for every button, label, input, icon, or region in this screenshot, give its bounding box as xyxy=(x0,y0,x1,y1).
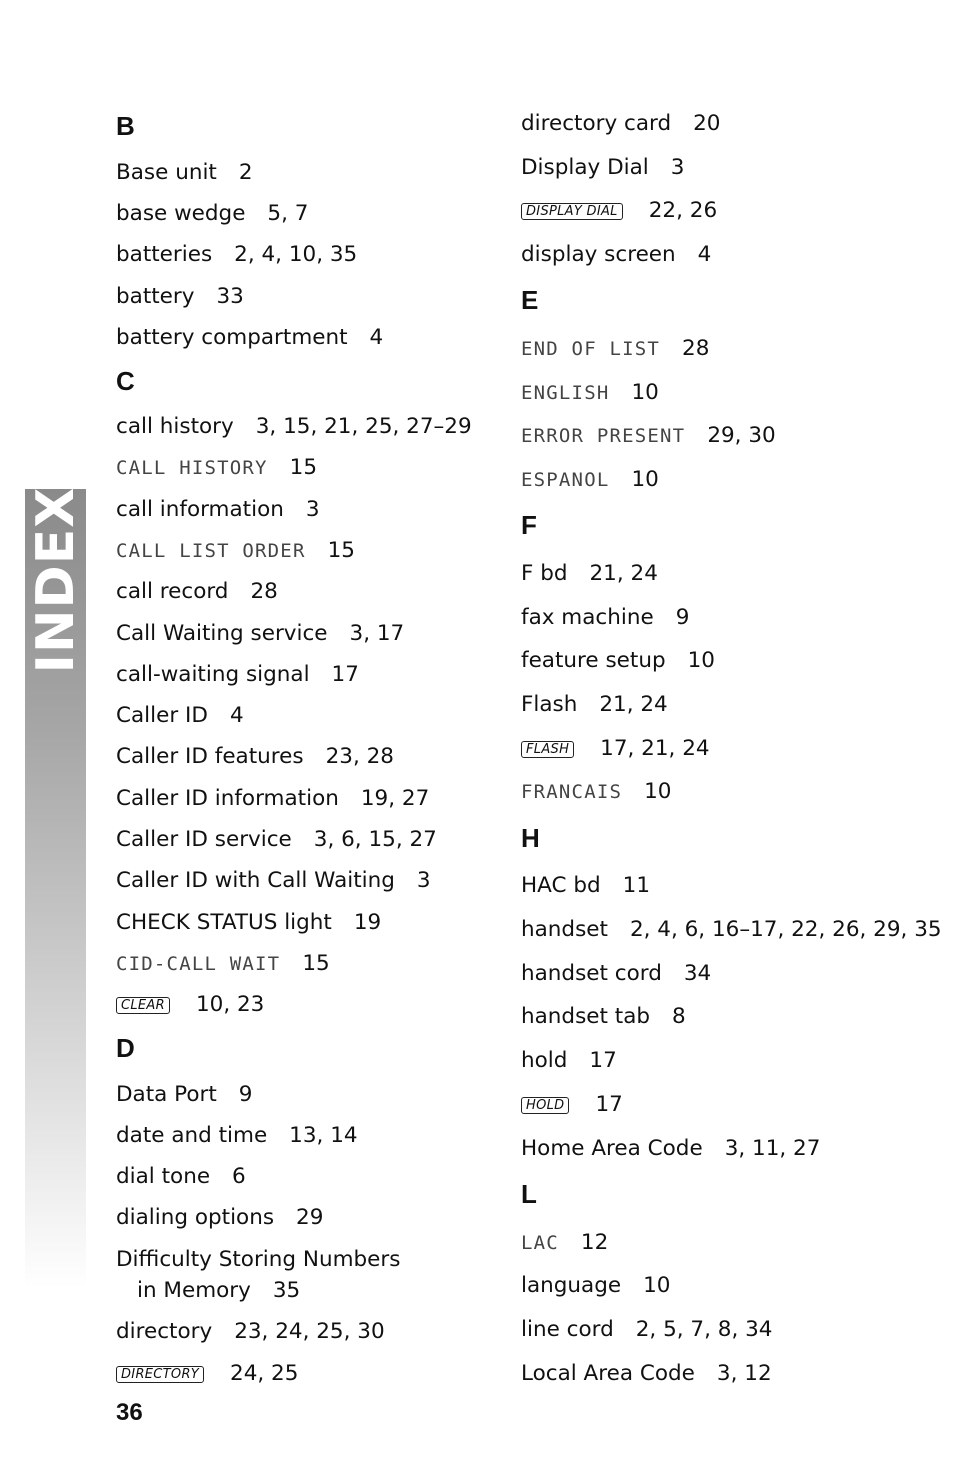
entry-pages: 4 xyxy=(229,703,244,728)
entry-term: CHECK STATUS light xyxy=(116,910,332,935)
index-entry xyxy=(116,538,355,564)
index-entry xyxy=(116,1164,246,1190)
entry-pages: 4 xyxy=(697,242,712,267)
entry-pages: 29 xyxy=(296,1205,324,1230)
display-text-term: ENGLISH xyxy=(521,382,610,404)
entry-pages: 33 xyxy=(216,284,244,309)
index-entry xyxy=(116,1123,358,1149)
entry-pages: 29, 30 xyxy=(707,423,776,448)
index-entry xyxy=(116,744,394,770)
index-entry xyxy=(521,336,709,362)
entry-pages: 21, 24 xyxy=(589,561,658,586)
entry-pages: 8 xyxy=(672,1004,686,1029)
entry-term: fax machine xyxy=(521,605,654,630)
index-entry xyxy=(116,1082,252,1108)
index-entry xyxy=(521,736,710,762)
entry-pages: 2 xyxy=(238,160,253,185)
section-letter-h: H xyxy=(521,823,540,853)
index-entry xyxy=(116,951,330,977)
entry-pages: 10 xyxy=(643,1273,671,1298)
index-entry xyxy=(116,201,308,227)
index-entry xyxy=(521,467,659,493)
entry-term: battery compartment xyxy=(116,325,348,350)
entry-term: Data Port xyxy=(116,1082,217,1107)
index-entry xyxy=(521,380,659,406)
entry-term: dial tone xyxy=(116,1164,211,1189)
index-entry xyxy=(116,621,404,647)
entry-term: HAC bd xyxy=(521,873,601,898)
section-letter-c: C xyxy=(116,366,135,396)
entry-term: Caller ID xyxy=(116,703,208,728)
entry-term: handset tab xyxy=(521,1004,651,1029)
display-text-term: END OF LIST xyxy=(521,338,661,360)
entry-pages: 17 xyxy=(331,662,359,687)
entry-pages: 21, 24 xyxy=(599,692,668,717)
entry-pages: 23, 28 xyxy=(325,744,394,769)
index-entry xyxy=(116,868,431,894)
display-text-term: ERROR PRESENT xyxy=(521,425,686,447)
entry-pages: 10, 23 xyxy=(195,992,265,1017)
entry-term: hold xyxy=(521,1048,568,1073)
entry-pages: 5, 7 xyxy=(267,201,309,226)
display-text-term: CID-CALL WAIT xyxy=(116,953,281,975)
index-entry xyxy=(521,1273,670,1299)
index-entry xyxy=(521,111,720,137)
entry-pages: 3, 6, 15, 27 xyxy=(313,827,437,852)
index-entry xyxy=(116,160,253,186)
entry-term: line cord xyxy=(521,1317,614,1342)
entry-pages: 19, 27 xyxy=(360,786,430,811)
entry-pages: 12 xyxy=(580,1230,609,1255)
entry-pages: 15 xyxy=(327,538,355,563)
entry-term: F bd xyxy=(521,561,568,586)
index-entry xyxy=(116,414,472,440)
entry-pages: 13, 14 xyxy=(289,1123,358,1148)
index-entry xyxy=(116,497,320,523)
section-letter-f: F xyxy=(521,510,537,540)
clear-key-icon: CLEAR xyxy=(116,997,170,1014)
entry-term: call-waiting signal xyxy=(116,662,310,687)
index-entry xyxy=(521,961,711,987)
entry-term: display screen xyxy=(521,242,676,267)
index-entry xyxy=(521,692,668,718)
entry-term: Base unit xyxy=(116,160,217,185)
entry-pages: 10 xyxy=(631,467,659,492)
entry-pages: 22, 26 xyxy=(648,198,718,223)
index-entry xyxy=(521,1361,772,1387)
entry-pages: 11 xyxy=(622,873,650,898)
index-entry xyxy=(116,662,359,688)
index-entry xyxy=(116,1244,400,1306)
entry-pages: 24, 25 xyxy=(230,1361,299,1386)
entry-pages: 3, 11, 27 xyxy=(724,1136,821,1161)
entry-pages: 17, 21, 24 xyxy=(600,736,710,761)
section-letter-b: B xyxy=(116,111,135,141)
entry-pages: 17 xyxy=(595,1092,623,1117)
index-entry xyxy=(521,561,658,587)
entry-pages: 2, 4, 6, 16–17, 22, 26, 29, 35 xyxy=(629,917,942,942)
entry-term: Caller ID features xyxy=(116,744,304,769)
index-tab-label: INDEX xyxy=(26,486,86,674)
entry-pages: 3, 17 xyxy=(349,621,405,646)
index-entry xyxy=(521,873,650,899)
entry-term: date and time xyxy=(116,1123,268,1148)
entry-term: in Memory xyxy=(137,1278,251,1303)
section-letter-l: L xyxy=(521,1179,537,1209)
entry-pages: 23, 24, 25, 30 xyxy=(234,1319,385,1344)
index-entry xyxy=(116,242,357,268)
entry-term: Difficulty Storing Numbers xyxy=(116,1247,401,1272)
index-entry xyxy=(116,1319,385,1345)
index-entry xyxy=(521,1230,608,1256)
index-entry xyxy=(521,198,717,224)
display-text-term: ESPANOL xyxy=(521,469,610,491)
entry-term: Display Dial xyxy=(521,155,649,180)
display-text-term: CALL LIST ORDER xyxy=(116,540,306,562)
index-entry xyxy=(521,242,711,268)
index-entry xyxy=(521,648,715,674)
entry-pages: 3, 12 xyxy=(716,1361,772,1386)
entry-pages: 20 xyxy=(693,111,721,136)
index-entry xyxy=(116,579,278,605)
index-entry xyxy=(116,1205,323,1231)
entry-term: Local Area Code xyxy=(521,1361,695,1386)
entry-pages: 15 xyxy=(302,951,330,976)
entry-term-continuation xyxy=(116,1275,300,1306)
index-entry xyxy=(521,1048,617,1074)
entry-pages: 3 xyxy=(305,497,320,522)
index-entry xyxy=(521,1317,772,1343)
display-dial-key-icon: DISPLAY DIAL xyxy=(521,203,623,220)
index-entry xyxy=(116,910,381,936)
entry-pages: 35 xyxy=(272,1278,301,1303)
entry-pages: 10 xyxy=(631,380,659,405)
entry-pages: 2, 4, 10, 35 xyxy=(234,242,358,267)
entry-pages: 28 xyxy=(250,579,278,604)
entry-term: Caller ID with Call Waiting xyxy=(116,868,395,893)
entry-term: battery xyxy=(116,284,195,309)
index-entry xyxy=(116,992,264,1018)
index-entry xyxy=(521,155,684,181)
index-entry xyxy=(521,1004,686,1030)
entry-pages: 2, 5, 7, 8, 34 xyxy=(635,1317,773,1342)
section-letter-e: E xyxy=(521,285,539,315)
index-entry xyxy=(116,703,244,729)
entry-pages: 34 xyxy=(683,961,712,986)
entry-pages: 3 xyxy=(670,155,685,180)
index-entry xyxy=(521,1136,820,1162)
entry-pages: 6 xyxy=(232,1164,246,1189)
entry-pages: 10 xyxy=(644,779,672,804)
index-entry xyxy=(521,779,671,805)
entry-term: directory xyxy=(116,1319,213,1344)
entry-term: call record xyxy=(116,579,229,604)
directory-key-icon: DIRECTORY xyxy=(116,1366,204,1383)
entry-pages: 19 xyxy=(353,910,382,935)
index-entry xyxy=(116,827,437,853)
entry-term: feature setup xyxy=(521,648,666,673)
entry-term: Home Area Code xyxy=(521,1136,703,1161)
page-number: 36 xyxy=(116,1399,143,1426)
index-entry xyxy=(521,605,689,631)
index-entry xyxy=(521,1092,623,1118)
display-text-term: FRANCAIS xyxy=(521,781,623,803)
entry-term: Caller ID information xyxy=(116,786,339,811)
index-entry xyxy=(116,786,429,812)
flash-key-icon: FLASH xyxy=(521,741,574,758)
hold-key-icon: HOLD xyxy=(521,1097,569,1114)
entry-pages: 9 xyxy=(675,605,690,630)
entry-term: Call Waiting service xyxy=(116,621,328,646)
entry-pages: 17 xyxy=(589,1048,617,1073)
entry-pages: 10 xyxy=(687,648,715,673)
index-entry xyxy=(116,1361,298,1387)
display-text-term: LAC xyxy=(521,1232,559,1254)
index-entry xyxy=(116,284,244,310)
entry-pages: 9 xyxy=(238,1082,253,1107)
entry-pages: 3, 15, 21, 25, 27–29 xyxy=(255,414,472,439)
entry-pages: 3 xyxy=(416,868,431,893)
entry-pages: 28 xyxy=(682,336,710,361)
entry-pages: 4 xyxy=(369,325,384,350)
entry-term: call history xyxy=(116,414,234,439)
entry-term: batteries xyxy=(116,242,213,267)
entry-term: language xyxy=(521,1273,622,1298)
index-entry xyxy=(116,325,383,351)
entry-term: dialing options xyxy=(116,1205,275,1230)
entry-term: directory card xyxy=(521,111,672,136)
entry-term: handset cord xyxy=(521,961,662,986)
entry-term: base wedge xyxy=(116,201,246,226)
index-entry xyxy=(116,455,317,481)
display-text-term: CALL HISTORY xyxy=(116,457,268,479)
entry-term: handset xyxy=(521,917,608,942)
entry-term: Flash xyxy=(521,692,578,717)
section-letter-d: D xyxy=(116,1033,135,1063)
index-entry xyxy=(521,423,776,449)
entry-pages: 15 xyxy=(289,455,318,480)
entry-term: Caller ID service xyxy=(116,827,292,852)
index-entry xyxy=(521,917,942,943)
entry-term: call information xyxy=(116,497,284,522)
